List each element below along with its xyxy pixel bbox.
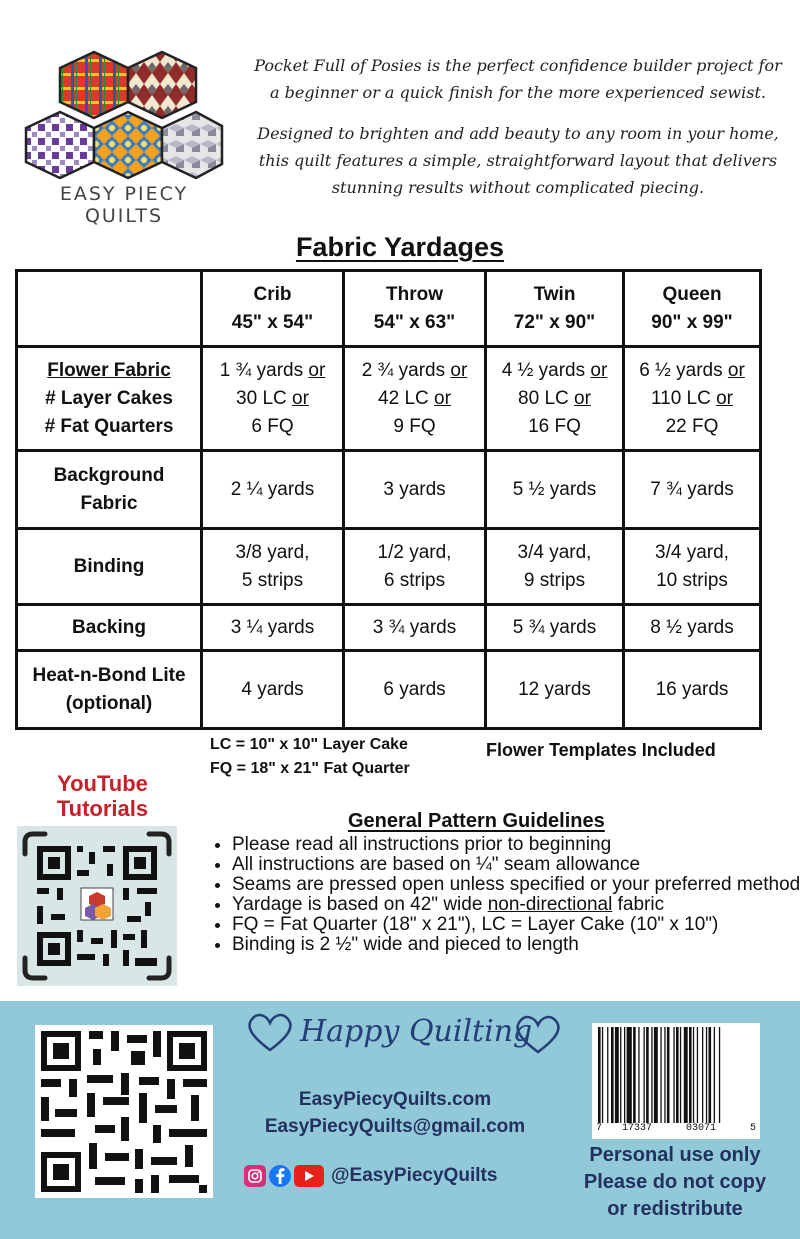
background-fabric-label: Background Fabric: [17, 451, 202, 529]
backing-cell-queen: 8 ½ yards: [624, 605, 761, 651]
list-item: • Yardage is based on 42" wide non-directional fabric: [232, 895, 800, 915]
social-handle[interactable]: @EasyPiecyQuilts: [331, 1165, 498, 1186]
list-item: • All instructions are based on ¼" seam allowance: [232, 855, 800, 875]
flower-cell-throw: 2 ¾ yards or 42 LC or 9 FQ: [344, 347, 486, 451]
personal-use-notice: Personal use only Please do not copy or redistribute: [583, 1144, 767, 1220]
social-links: [244, 1164, 497, 1188]
list-item: • Seams are pressed open unless specified or your preferred method: [232, 875, 800, 895]
general-guidelines-title: General Pattern Guidelines: [348, 810, 605, 832]
background-cell-queen: 7 ¾ yards: [624, 451, 761, 529]
size-header-queen: Queen 90" x 99": [624, 271, 761, 347]
heat-cell-queen: 16 yards: [624, 651, 761, 729]
flower-cell-queen: 6 ½ yards or 110 LC or 22 FQ: [624, 347, 761, 451]
backing-cell-throw: 3 ¾ yards: [344, 605, 486, 651]
binding-cell-twin: 3/4 yard, 9 strips: [486, 529, 624, 605]
intro-paragraph-1: Pocket Full of Posies is the perfect confidence builder project for a beginner or a quick finish for the more experienced sewist.: [254, 56, 782, 102]
fat-quarter-note: FQ = 18" x 21" Fat Quarter: [210, 760, 410, 777]
barcode-icon: [592, 1023, 760, 1139]
instagram-icon[interactable]: [244, 1165, 266, 1187]
corner-cell: [17, 271, 202, 347]
backing-label: Backing: [17, 605, 202, 651]
binding-cell-crib: 3/8 yard, 5 strips: [202, 529, 344, 605]
list-item: • Please read all instructions prior to beginning: [232, 835, 800, 855]
background-cell-crib: 2 ¼ yards: [202, 451, 344, 529]
size-header-row: [17, 271, 761, 347]
layer-cake-note: LC = 10" x 10" Layer Cake: [210, 736, 408, 753]
backing-cell-crib: 3 ¼ yards: [202, 605, 344, 651]
intro-paragraph-2: Designed to brighten and add beauty to any room in your home, this quilt features a simple, straightforward layout that delivers stunning results without complicated piecing.: [257, 124, 779, 197]
background-cell-throw: 3 yards: [344, 451, 486, 529]
binding-row: [17, 529, 761, 605]
list-item: • FQ = Fat Quarter (18" x 21"), LC = Layer Cake (10" x 10"): [232, 915, 800, 935]
background-cell-twin: 5 ½ yards: [486, 451, 624, 529]
heat-n-bond-label: Heat-n-Bond Lite (optional): [17, 651, 202, 729]
guidelines-list: [212, 835, 800, 955]
binding-cell-queen: 3/4 yard, 10 strips: [624, 529, 761, 605]
templates-included-note: Flower Templates Included: [486, 740, 716, 760]
website-link[interactable]: EasyPiecyQuilts.com: [298, 1089, 492, 1110]
size-header-crib: Crib 45" x 54": [202, 271, 344, 347]
heat-cell-crib: 4 yards: [202, 651, 344, 729]
flower-fabric-row: [17, 347, 761, 451]
flower-fabric-label: Flower Fabric # Layer Cakes # Fat Quarters: [17, 347, 202, 451]
email-link[interactable]: EasyPiecyQuilts@gmail.com: [264, 1116, 526, 1137]
youtube-icon[interactable]: [294, 1165, 324, 1187]
binding-cell-throw: 1/2 yard, 6 strips: [344, 529, 486, 605]
flower-cell-crib: 1 ¾ yards or 30 LC or 6 FQ: [202, 347, 344, 451]
heat-cell-throw: 6 yards: [344, 651, 486, 729]
heat-cell-twin: 12 yards: [486, 651, 624, 729]
binding-label: Binding: [17, 529, 202, 605]
fabric-yardages-title: Fabric Yardages: [295, 232, 505, 262]
heat-n-bond-row: [17, 651, 761, 729]
backing-cell-twin: 5 ¾ yards: [486, 605, 624, 651]
logo-text: EASY PIECY QUILTS: [59, 183, 189, 227]
facebook-icon[interactable]: [269, 1165, 291, 1187]
happy-quilting-text: Happy Quilting: [300, 1014, 533, 1049]
website-qr-code-icon[interactable]: [35, 1025, 213, 1198]
flower-cell-twin: 4 ½ yards or 80 LC or 16 FQ: [486, 347, 624, 451]
youtube-tutorials-heading: YouTube Tutorials: [56, 771, 149, 821]
size-header-throw: Throw 54" x 63": [344, 271, 486, 347]
youtube-qr-code-icon[interactable]: [17, 826, 177, 986]
backing-row: [17, 605, 761, 651]
list-item: • Binding is 2 ½" wide and pieced to length: [232, 935, 800, 955]
background-fabric-row: [17, 451, 761, 529]
fabric-yardage-table: [15, 269, 762, 730]
size-header-twin: Twin 72" x 90": [486, 271, 624, 347]
